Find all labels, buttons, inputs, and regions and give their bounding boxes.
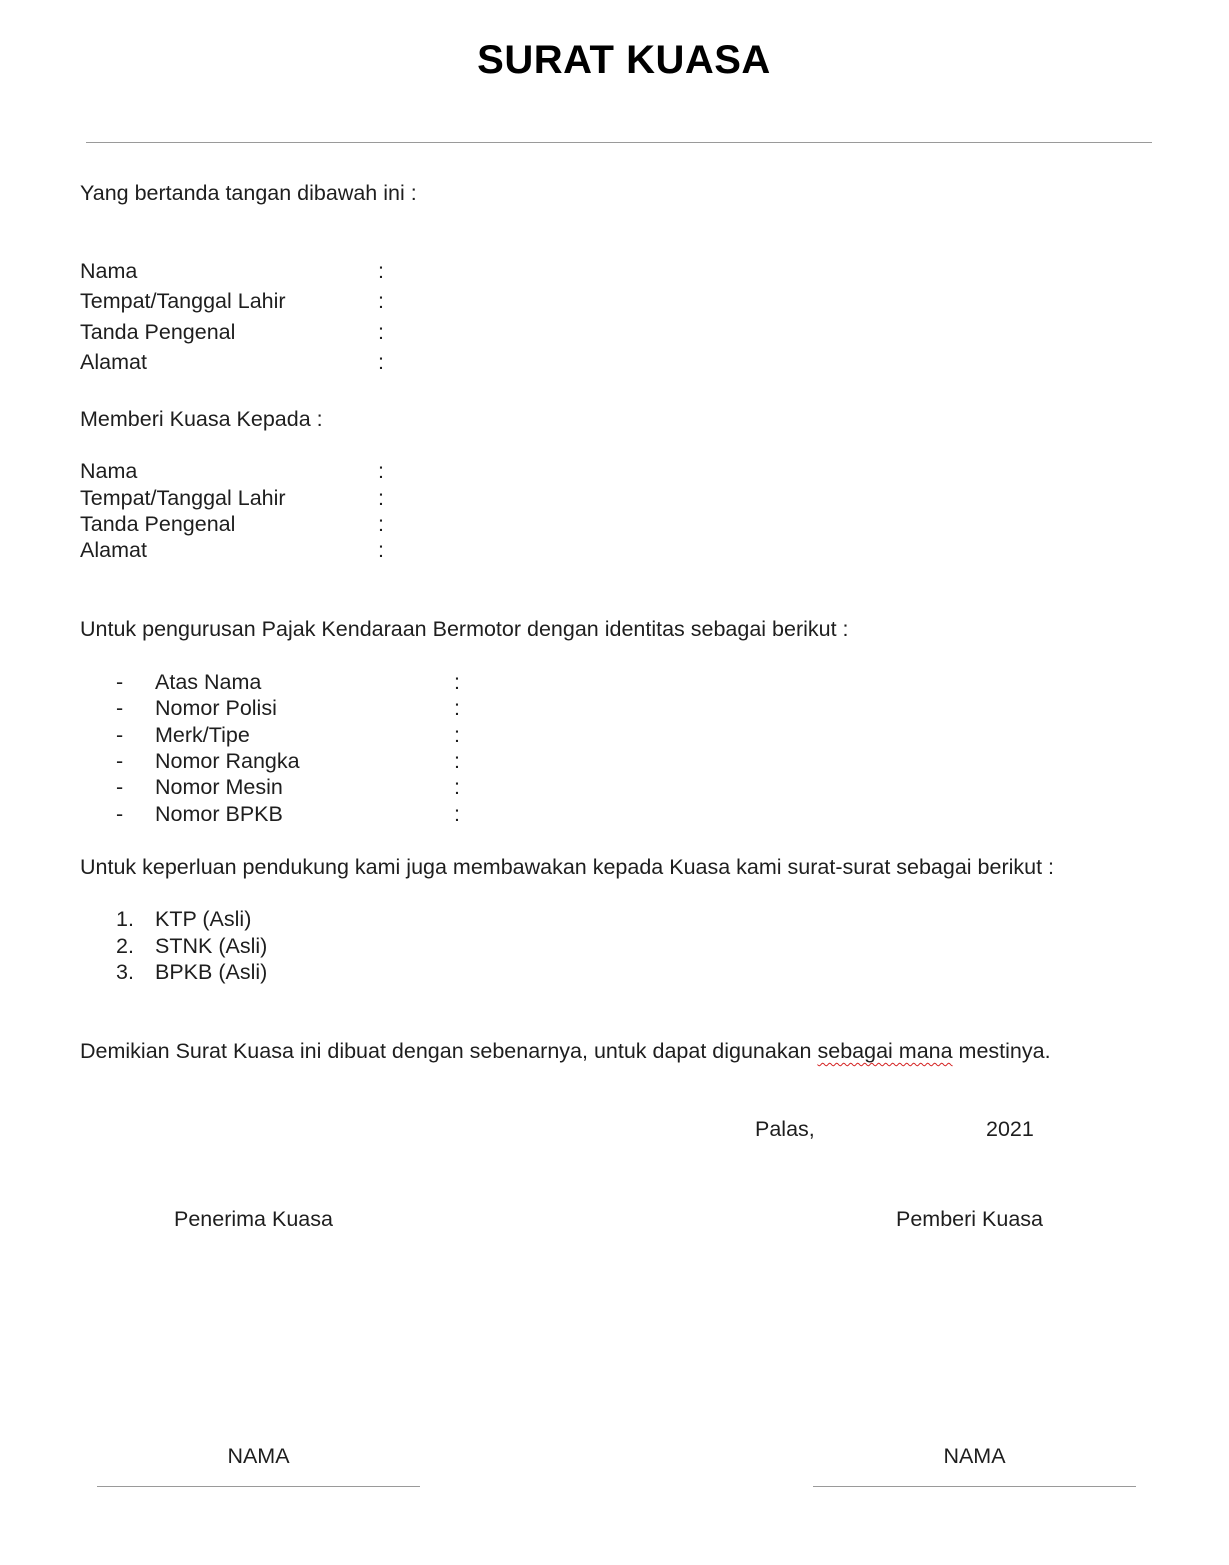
vehicle-field-label: Nomor Polisi — [155, 696, 277, 720]
vehicle-field-label: Merk/Tipe — [155, 723, 250, 747]
vehicle-field-label: Atas Nama — [155, 670, 262, 694]
field-colon: : — [378, 259, 384, 283]
list-number: 3. — [116, 960, 134, 984]
list-number: 1. — [116, 907, 134, 931]
closing-text — [80, 1038, 1051, 1064]
document-item: KTP (Asli) — [155, 907, 252, 931]
title-divider — [86, 142, 1152, 143]
giver-label: Pemberi Kuasa — [896, 1207, 1043, 1231]
giver-signature-line — [813, 1486, 1136, 1487]
vehicle-field-label: Nomor Mesin — [155, 775, 283, 799]
closing-text-part: Demikian Surat Kuasa ini dibuat dengan sebenarnya, untuk dapat digunakan — [80, 1039, 818, 1063]
receiver-name: NAMA — [227, 1444, 290, 1468]
receiver-signature-line — [97, 1486, 420, 1487]
field-colon: : — [454, 775, 460, 799]
field-colon: : — [378, 320, 384, 344]
purpose-text: Untuk pengurusan Pajak Kendaraan Bermotor dengan identitas sebagai berikut : — [80, 617, 849, 641]
grantor-field-label: Alamat — [80, 350, 147, 374]
attorney-field-label: Tanda Pengenal — [80, 512, 236, 536]
document-item: BPKB (Asli) — [155, 960, 268, 984]
support-text: Untuk keperluan pendukung kami juga membawakan kepada Kuasa kami surat-surat sebagai berikut : — [80, 855, 1055, 879]
document-item: STNK (Asli) — [155, 934, 268, 958]
bullet-dash: - — [116, 696, 124, 720]
field-colon: : — [454, 696, 460, 720]
bullet-dash: - — [116, 670, 124, 694]
bullet-dash: - — [116, 723, 124, 747]
closing-text-part: mestinya. — [952, 1039, 1051, 1063]
grantor-field-label: Tanda Pengenal — [80, 320, 236, 344]
giver-name: NAMA — [943, 1444, 1006, 1468]
field-colon: : — [454, 723, 460, 747]
attorney-field-label: Nama — [80, 459, 138, 483]
list-number: 2. — [116, 934, 134, 958]
bullet-dash: - — [116, 775, 124, 799]
intro-text: Yang bertanda tangan dibawah ini : — [80, 181, 417, 205]
grantor-field-label: Nama — [80, 259, 138, 283]
vehicle-field-label: Nomor Rangka — [155, 749, 300, 773]
field-colon: : — [454, 670, 460, 694]
field-colon: : — [378, 486, 384, 510]
vehicle-field-label: Nomor BPKB — [155, 802, 283, 826]
document-title: SURAT KUASA — [477, 38, 771, 82]
field-colon: : — [378, 350, 384, 374]
grantor-field-label: Tempat/Tanggal Lahir — [80, 289, 286, 313]
bullet-dash: - — [116, 802, 124, 826]
field-colon: : — [378, 289, 384, 313]
field-colon: : — [378, 459, 384, 483]
field-colon: : — [378, 512, 384, 536]
attorney-field-label: Tempat/Tanggal Lahir — [80, 486, 286, 510]
field-colon: : — [378, 538, 384, 562]
field-colon: : — [454, 802, 460, 826]
receiver-label: Penerima Kuasa — [174, 1207, 333, 1231]
field-colon: : — [454, 749, 460, 773]
attorney-field-label: Alamat — [80, 538, 147, 562]
year-label: 2021 — [986, 1117, 1034, 1141]
spellcheck-flagged-text: sebagai mana — [817, 1039, 953, 1063]
attorney-heading: Memberi Kuasa Kepada : — [80, 407, 323, 431]
bullet-dash: - — [116, 749, 124, 773]
place-label: Palas, — [755, 1117, 815, 1141]
